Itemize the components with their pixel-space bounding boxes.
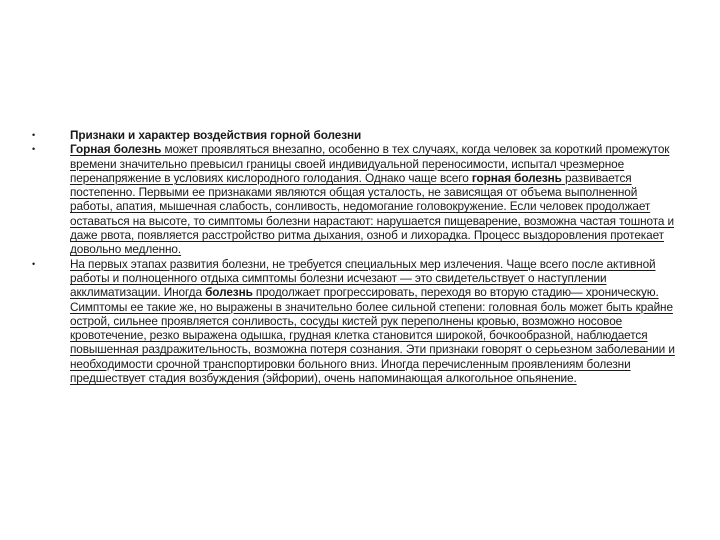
paragraph-2-part-1: На первых этапах развития болезни, не требуется специальных мер излечения. Чаще всего после активной работы и полноценного отдыха симптомы болезни исчезают — это свидетельствует о наступлении акклиматизации. Иногда (70, 256, 656, 300)
bullet-icon: • (32, 130, 36, 140)
term-sickness: болезнь (205, 285, 253, 300)
list-item-paragraph-2 (30, 257, 680, 386)
list-item-title (30, 128, 680, 142)
paragraph-2-text (70, 257, 675, 385)
paragraph-1 (70, 142, 680, 256)
bullet-icon: • (32, 258, 36, 269)
paragraph-2-part-2: продолжает прогрессировать, переходя во вторую стадию— хроническую. Симптомы ее такие же, но выражены в значительно более сильной степени: головная боль может быть крайне острой, сильнее проявляется сонливость, сосуды кистей рук переполнены кровью, возможно носовое кровотечение, резко выражена одышка, грудная клетка становится широкой, бочкообразной, наблюдается повышенная раздражительность, возможна потеря сознания. Эти признаки говорят о серьезном заболевании и необходимости срочной транспортировки больного вниз. Иногда перечисленным проявлениям болезни предшествует стадия возбуждения (эйфории), очень напоминающая алкогольное опьянение. (70, 285, 675, 386)
term-mountain-sickness-2: горная болезнь (471, 170, 562, 185)
paragraph-1-text (70, 142, 674, 256)
term-mountain-sickness: Горная болезнь (70, 142, 162, 157)
paragraph-1-part-1: может проявляться внезапно, особенно в тех случаях, когда человек за короткий промежуток времени значительно превысил границы своей индивидуальной переносимости, испытал чрезмерное перенапряжение в условиях кислородного голодания. Однако чаще всего (70, 142, 670, 185)
paragraph-1-part-2: развивается постепенно. Первыми ее признаками являются общая усталость, не зависящая от объема выполненной работы, апатия, мышечная слабость, сонливость, недомогание головокружение. Если человек продолжает оставаться на высоте, то симптомы болезни нарастают: нарушается пищеварение, возможна частая тошнота и даже рвота, появляется расстройство ритма дыхания, озноб и лихорадка. Процесс выздоровления протекает довольно медленно. (70, 170, 675, 257)
list-item-paragraph-1 (30, 142, 680, 256)
paragraph-2 (70, 257, 680, 386)
bullet-icon: • (32, 144, 36, 155)
bullet-list (30, 128, 680, 385)
section-title: Признаки и характер воздействия горной болезни (70, 128, 362, 142)
